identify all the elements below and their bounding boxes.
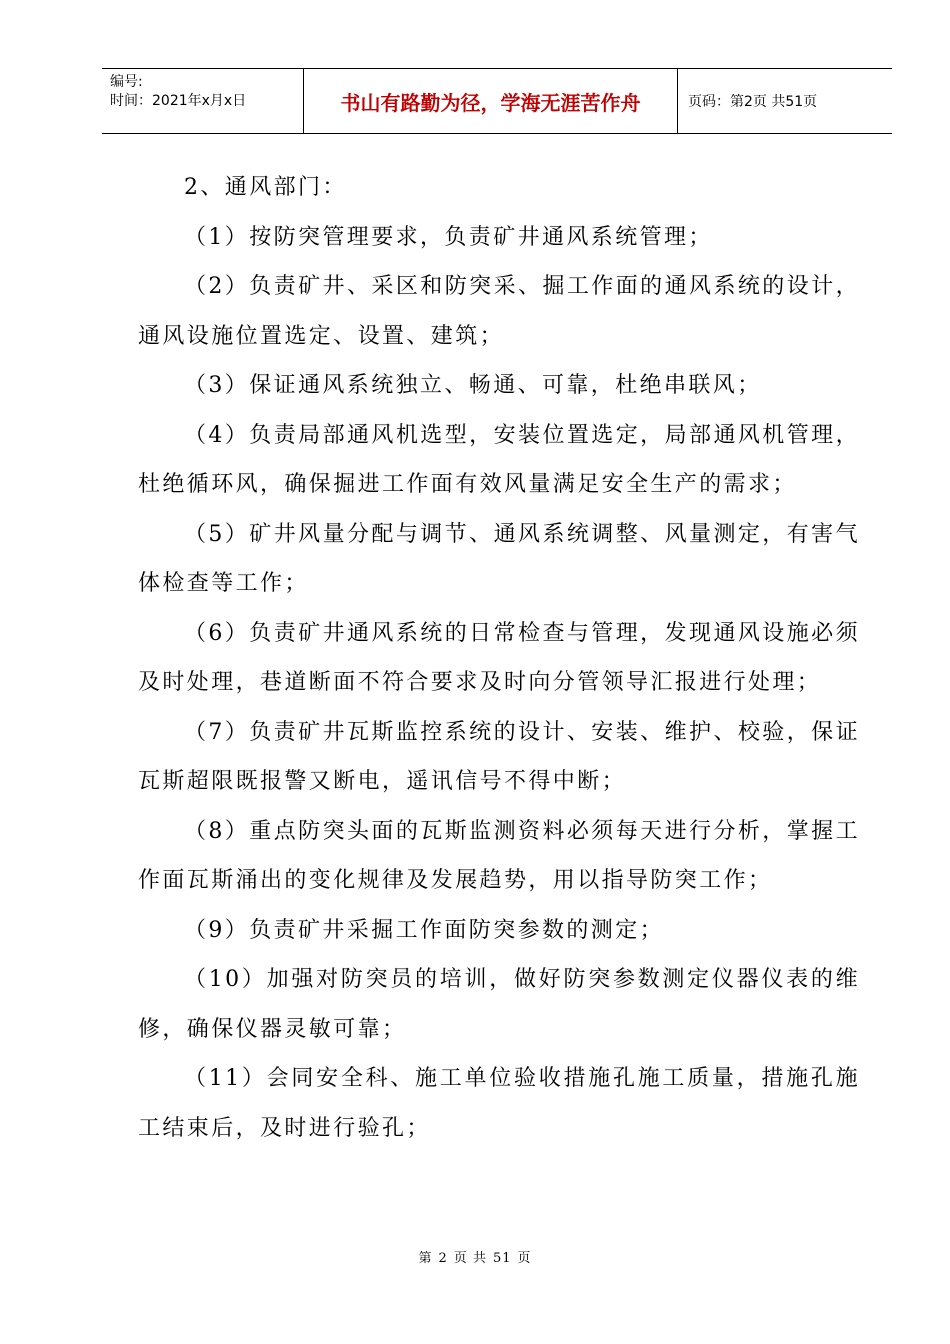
footer-mid: 页 共 [453, 1251, 487, 1266]
header-page-code: 页码：第2页 共51页 [688, 94, 818, 110]
paragraph: （6）负责矿井通风系统的日常检查与管理，发现通风设施必须及时处理，巷道断面不符合要求及时向分管领导汇报进行处理； [138, 620, 860, 695]
header-motto: 书山有路勤为径，学海无涯苦作舟 [304, 69, 678, 133]
paragraph: （4）负责局部通风机选型，安装位置选定，局部通风机管理，杜绝循环风，确保掘进工作面有效风量满足安全生产的需求； [138, 422, 860, 497]
document-body [138, 163, 860, 1153]
footer-suffix: 页 [517, 1251, 532, 1266]
paragraph: （9）负责矿井采掘工作面防突参数的测定； [184, 917, 664, 943]
page-header [102, 68, 892, 134]
paragraph: （2）负责矿井、采区和防突采、掘工作面的通风系统的设计，通风设施位置选定、设置、建筑； [138, 274, 860, 349]
footer-page-total: 51 [492, 1251, 512, 1266]
paragraph: （3）保证通风系统独立、畅通、可靠，杜绝串联风； [184, 373, 762, 398]
paragraph: （11）会同安全科、施工单位验收措施孔施工质量，措施孔施工结束后，及时进行验孔； [138, 1066, 860, 1141]
paragraph: （8）重点防突头面的瓦斯监测资料必须每天进行分析，掌握工作面瓦斯涌出的变化规律及发展趋势，用以指导防突工作； [138, 818, 860, 893]
footer-prefix: 第 [418, 1251, 433, 1266]
paragraph: （5）矿井风量分配与调节、通风系统调整、风量测定，有害气体检查等工作； [138, 521, 860, 596]
header-meta [102, 69, 304, 133]
document-number-label: 编号: [110, 74, 143, 90]
paragraph: （1）按防突管理要求，负责矿井通风系统管理； [184, 224, 713, 250]
paragraph: （7）负责矿井瓦斯监控系统的设计、安装、维护、校验，保证瓦斯超限既报警又断电，遥讯信号不得中断； [138, 719, 860, 794]
footer-page-number: 2 [438, 1251, 448, 1266]
paragraph: （10）加强对防突员的培训，做好防突参数测定仪器仪表的维修，确保仪器灵敏可靠； [138, 967, 860, 1042]
document-time: 时间：2021年x月x日 [110, 93, 247, 109]
page-footer [0, 1247, 950, 1266]
paragraph: 2、通风部门： [184, 175, 347, 200]
